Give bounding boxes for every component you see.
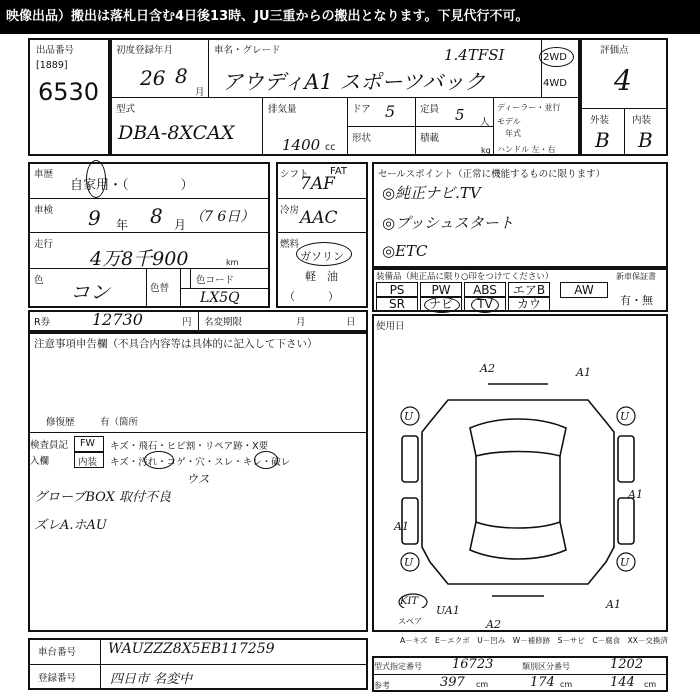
length-value: 397 — [440, 675, 465, 690]
name-change-day: 日 — [346, 317, 356, 328]
equip-airbag[interactable]: エアB — [508, 282, 550, 298]
width-unit: cm — [560, 680, 573, 689]
first-reg-month-unit: 月 — [195, 87, 205, 98]
shift-label: シフト — [280, 169, 309, 180]
divider — [28, 198, 270, 199]
mark-a2-top: A2 — [480, 362, 495, 375]
mark-a1-left: A1 — [394, 520, 409, 533]
form-number-label: 型式指定番号 — [374, 662, 422, 671]
type-value: DBA-8XCAX — [118, 122, 235, 144]
divider — [146, 268, 147, 308]
equipment-label: 装備品（純正品に限り○印をつけてください） — [376, 272, 554, 282]
equip-pw[interactable]: PW — [420, 282, 462, 298]
divider — [276, 232, 368, 233]
ac-value: AAC — [300, 208, 338, 228]
divider — [28, 432, 368, 433]
first-reg-month: 8 — [175, 64, 188, 88]
recycle-value: 12730 — [92, 310, 143, 329]
note-usu: ウス — [186, 472, 210, 486]
height-value: 144 — [610, 675, 635, 690]
history-circle — [86, 160, 106, 198]
equip-ps[interactable]: PS — [376, 282, 418, 298]
sales-label: セールスポイント（正常に機能するものに限ります） — [378, 169, 606, 180]
load-unit: kg — [481, 146, 491, 155]
equip-navi[interactable]: ナビ — [420, 296, 462, 312]
form-number-value: 16723 — [452, 657, 494, 672]
score-value: 4 — [614, 64, 632, 97]
car-diagram — [388, 372, 650, 608]
divider — [198, 310, 199, 332]
mileage-unit: km — [226, 258, 239, 267]
int-label: 内装 — [78, 457, 98, 468]
mark-u-fl: U — [404, 410, 414, 423]
mileage-label: 走行 — [34, 239, 54, 250]
name-label: 車名・グレード — [214, 45, 281, 56]
dealer-line3: 年式 — [505, 129, 521, 138]
divider — [28, 664, 368, 665]
divider — [208, 38, 209, 97]
repair-history: 有（箇所 — [100, 417, 139, 428]
width-value: 174 — [530, 675, 555, 690]
repaint-label: 色替 — [150, 283, 170, 294]
exterior-grade: B — [595, 128, 610, 152]
notes-label: 注意事項申告欄（不具合内容等は具体的に記入して下さい） — [34, 338, 318, 350]
color-value: コン — [70, 280, 110, 304]
inspection-day-note: （7 6日） — [190, 209, 255, 225]
fuel-diesel[interactable]: 軽 油 — [305, 270, 338, 283]
spare-label: スペア — [398, 617, 422, 626]
divider — [276, 198, 368, 199]
mark-ua1-rear-left: UA1 — [436, 604, 460, 617]
name-change-label: 名変期限 — [204, 317, 243, 328]
model-name: アウディA1 スポーツバック — [222, 70, 486, 94]
inspector-line-1: グローブBOX 取付不良 — [34, 490, 171, 505]
legend: A－キズ E－エクボ U－凹み W－補修跡 S－サビ C－腐食 XX－交換済 — [400, 636, 668, 645]
equip-cow[interactable]: カウ — [508, 296, 550, 312]
drive-2wd[interactable]: 2WD — [543, 52, 567, 63]
used-label: 使用日 — [376, 321, 405, 332]
dealer-line1: ディーラー・並行 — [497, 103, 561, 112]
displacement-unit: cc — [325, 142, 336, 153]
tv-circle — [471, 297, 499, 313]
ac-label: 冷房 — [280, 205, 300, 216]
score-label: 評価点 — [600, 45, 629, 56]
lot-number: 6530 — [38, 78, 100, 106]
mark-u-rl: U — [404, 556, 414, 569]
equip-sr[interactable]: SR — [376, 296, 418, 312]
history-value: 自家用・（ ） — [70, 178, 194, 193]
divider — [624, 108, 625, 156]
banner: 映像出品）搬出は落札日含む4日後13時、JU三重からの搬出となります。下見代行不可。 — [0, 0, 700, 34]
divider — [493, 97, 494, 156]
lot-sub-number: [1889] — [36, 60, 68, 71]
name-change-month: 月 — [296, 317, 306, 328]
sales-point-3: ◎ETC — [382, 242, 428, 260]
fuel-other: （ ） — [284, 290, 339, 303]
capacity-label: 定員 — [420, 104, 440, 115]
mark-u-fr: U — [620, 410, 630, 423]
mark-a1-right: A1 — [628, 488, 643, 501]
fw-label: FW — [80, 438, 95, 449]
first-reg-label: 初度登録年月 — [116, 45, 174, 56]
inspection-label: 車検 — [34, 205, 54, 216]
length-unit: cm — [476, 680, 489, 689]
vin-value: WAUZZZ8X5EB117259 — [108, 641, 275, 657]
lot-label: 出品番号 — [36, 45, 75, 56]
drive-circle — [539, 47, 574, 67]
class-number-label: 類別区分番号 — [522, 662, 570, 671]
dealer-line2: モデル — [497, 117, 521, 126]
color-code-label: 色コード — [196, 275, 235, 286]
divider — [541, 38, 542, 97]
new-warranty-value[interactable]: 有・無 — [620, 294, 653, 307]
int-items: キズ・汚れ・コゲ・穴・スレ・キレ・破レ — [110, 457, 291, 468]
plate-label: 登録番号 — [38, 673, 77, 684]
displacement-label: 排気量 — [268, 104, 297, 115]
sales-point-2: ◎プッシュスタート — [382, 214, 514, 232]
sales-point-1: ◎純正ナビ.TV — [382, 184, 481, 202]
recycle-label: R券 — [34, 317, 51, 328]
exterior-label: 外装 — [590, 115, 610, 126]
displacement-value: 1400 — [282, 136, 321, 154]
divider — [190, 268, 191, 288]
mark-a1-rear-right: A1 — [606, 598, 621, 611]
equip-abs[interactable]: ABS — [464, 282, 506, 298]
vin-label: 車台番号 — [38, 647, 77, 658]
doors-value: 5 — [385, 102, 396, 121]
inspection-month-unit: 月 — [174, 218, 187, 232]
repair-label: 修復歴 — [46, 417, 75, 428]
height-unit: cm — [644, 680, 657, 689]
shift-top: FAT — [330, 166, 348, 177]
fw-items: キズ・飛石・ヒビ割・リペア跡・X要 — [110, 441, 269, 452]
grade: 1.4TFSI — [444, 46, 505, 64]
recycle-unit: 円 — [182, 317, 192, 328]
divider — [262, 97, 263, 156]
first-reg-year: 26 — [140, 66, 166, 90]
color-code-value: LX5Q — [200, 290, 240, 306]
spare-mark: KIT — [400, 596, 419, 607]
mark-a2-bottom: A2 — [486, 618, 501, 631]
new-warranty-label: 新車保証書 — [616, 272, 656, 281]
ref-label-1: 参考 — [374, 681, 390, 690]
inspection-year-unit: 年 — [116, 218, 129, 232]
capacity-unit: 人 — [480, 117, 490, 128]
divider — [100, 638, 101, 690]
load-label: 積載 — [420, 133, 440, 144]
capacity-value: 5 — [455, 106, 465, 124]
plate-value: 四日市 名変中 — [110, 672, 193, 687]
divider — [110, 97, 580, 98]
inspector-line-2: ズレA.ホAU — [34, 518, 107, 533]
interior-grade: B — [638, 128, 653, 152]
equip-tv[interactable]: TV — [464, 296, 506, 312]
fuel-gasoline[interactable]: ガソリン — [300, 250, 344, 263]
inspection-year: 9 — [88, 206, 101, 230]
divider — [28, 232, 270, 233]
fuel-label: 燃料 — [280, 239, 300, 250]
stain-circle — [144, 451, 174, 469]
mark-u-rr: U — [620, 556, 630, 569]
mark-a1-top: A1 — [576, 366, 591, 379]
interior-label: 内装 — [632, 115, 652, 126]
shift-value: 7AF — [300, 174, 335, 194]
mileage-value: 4万8千900 — [90, 248, 189, 270]
type-label: 型式 — [116, 104, 136, 115]
divider — [347, 126, 493, 127]
equip-aw[interactable]: AW — [560, 282, 608, 298]
class-number-value: 1202 — [610, 657, 644, 672]
navi-circle — [424, 297, 460, 313]
color-label: 色 — [34, 275, 44, 286]
doors-label: ドア — [352, 104, 371, 115]
divider — [180, 288, 270, 289]
inspection-month: 8 — [150, 204, 163, 228]
history-label: 車歴 — [34, 169, 54, 180]
inspector-label: 検査員記入欄 — [30, 440, 69, 467]
shape-label: 形状 — [352, 133, 372, 144]
fuel-circle — [296, 242, 352, 266]
scuff-circle — [254, 451, 278, 469]
handle-label: ハンドル 左・右 — [497, 145, 556, 154]
drive-4wd[interactable]: 4WD — [543, 78, 567, 89]
